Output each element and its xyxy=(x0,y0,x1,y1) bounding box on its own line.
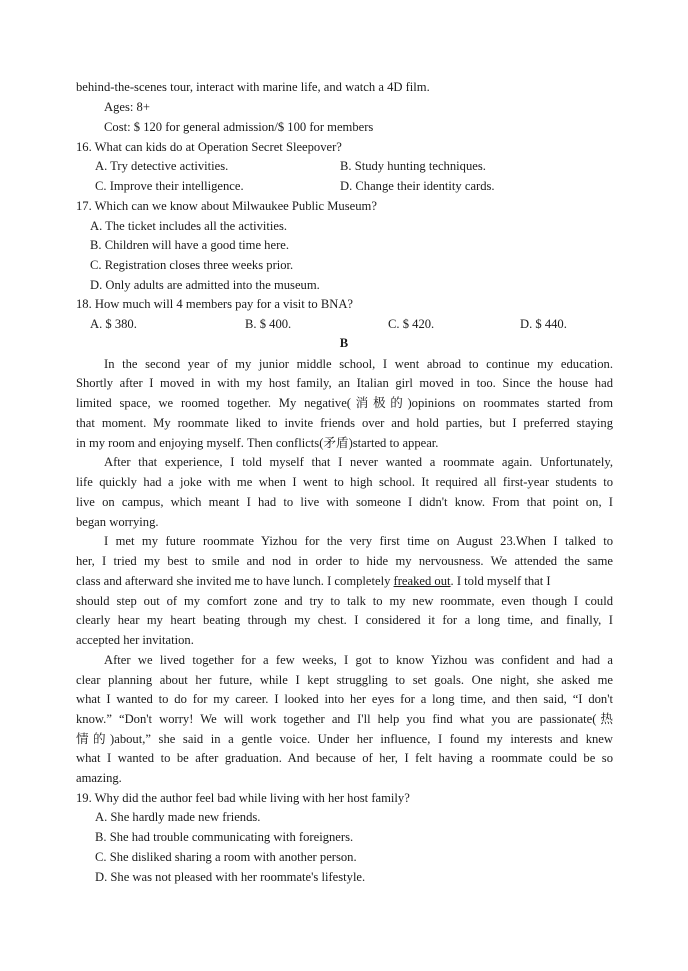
paragraph-4-line: amazing. xyxy=(76,771,122,785)
question-18-option-d: D. $ 440. xyxy=(520,317,567,331)
question-19-stem: 19. Why did the author feel bad while living with her host family? xyxy=(76,791,410,805)
question-19-option-c: C. She disliked sharing a room with another person. xyxy=(95,850,357,864)
paragraph-1-line: that moment. My roommate liked to invite friends over and hold parties, but I preferred staying xyxy=(76,416,613,430)
paragraph-3-line: clearly hear my heart beating through my chest. I considered it for a long time, and finally, I xyxy=(76,613,613,627)
paragraph-1-line: in my room and enjoying myself. Then conflicts(矛盾)started to appear. xyxy=(76,436,439,450)
paragraph-4-line: what I wanted to do for my career. I looked into her eyes for a long time, and then said, “I don't xyxy=(76,692,613,706)
question-17-option-a: A. The ticket includes all the activities. xyxy=(90,219,288,233)
question-17-option-c: C. Registration closes three weeks prior. xyxy=(90,258,294,272)
ages-line: Ages: 8+ xyxy=(104,100,150,114)
question-19-option-a: A. She hardly made new friends. xyxy=(95,810,261,824)
question-18-option-a: A. $ 380. xyxy=(90,317,137,331)
paragraph-4-line: After we lived together for a few weeks, I got to know Yizhou was confident and had a xyxy=(104,653,613,667)
question-16-option-c: C. Improve their intelligence. xyxy=(95,179,244,193)
question-18-stem: 18. How much will 4 members pay for a visit to BNA? xyxy=(76,297,354,311)
paragraph-1-line: limited space, we roomed together. My negative(消极的)opinions on roommates started from xyxy=(76,396,613,410)
question-16-option-a: A. Try detective activities. xyxy=(95,159,229,173)
question-18-option-c: C. $ 420. xyxy=(388,317,435,331)
question-19-option-d: D. She was not pleased with her roommate's lifestyle. xyxy=(95,870,366,884)
paragraph-3-line: should step out of my comfort zone and try to talk to my new roommate, even though I could xyxy=(76,594,613,608)
paragraph-2-line: After that experience, I told myself that I never wanted a roommate again. Unfortunately, xyxy=(104,455,613,469)
paragraph-4-line: what I wanted to be after graduation. And because of her, I felt having a roommate could be so xyxy=(76,751,613,765)
paragraph-3-line: her, I tried my best to smile and nod in order to hide my nervousness. We attended the same xyxy=(76,554,613,568)
question-16-option-d: D. Change their identity cards. xyxy=(340,179,495,193)
paragraph-3-line xyxy=(76,573,613,589)
question-16-stem: 16. What can kids do at Operation Secret Sleepover? xyxy=(76,140,342,154)
paragraph-2-line: life quickly had a joke with me when I went to high school. It required all first-year students to xyxy=(76,475,613,489)
paragraph-4-line: 情的)about,” she said in a gentle voice. Under her influence, I found my interests and knew xyxy=(76,732,613,746)
question-17-stem: 17. Which can we know about Milwaukee Public Museum? xyxy=(76,199,377,213)
question-17-option-b: B. Children will have a good time here. xyxy=(90,238,290,252)
question-19-option-b: B. She had trouble communicating with foreigners. xyxy=(95,830,354,844)
passage-a-tail-line: behind-the-scenes tour, interact with marine life, and watch a 4D film. xyxy=(76,80,430,94)
underlined-phrase: freaked out xyxy=(393,574,451,588)
question-16-option-b: B. Study hunting techniques. xyxy=(340,159,486,173)
paragraph-3-text: class and afterward she invited me to have lunch. I completely xyxy=(76,574,394,588)
question-17-option-d: D. Only adults are admitted into the museum. xyxy=(90,278,320,292)
paragraph-4-line: clear planning about her future, while I kept struggling to set goals. One night, she asked me xyxy=(76,673,613,687)
paragraph-3-line: accepted her invitation. xyxy=(76,633,194,647)
paragraph-4-line: know.” “Don't worry! We will work together and I'll help you find what you are passionate(热 xyxy=(76,712,613,726)
paragraph-3-text: . I told myself that I xyxy=(450,574,551,588)
cost-line: Cost: $ 120 for general admission/$ 100 for members xyxy=(104,120,374,134)
section-b-heading: B xyxy=(339,336,349,350)
paragraph-1-line: In the second year of my junior middle school, I went abroad to continue my education. xyxy=(104,357,613,371)
paragraph-2-line: began worrying. xyxy=(76,515,159,529)
question-18-option-b: B. $ 400. xyxy=(245,317,292,331)
paragraph-2-line: live on campus, which meant I had to live with someone I didn't know. From that point on, I xyxy=(76,495,613,509)
paragraph-3-line: I met my future roommate Yizhou for the very first time on August 23.When I talked to xyxy=(104,534,613,548)
paragraph-1-line: Shortly after I moved in with my host family, an Italian girl moved in too. Since the house had xyxy=(76,376,613,390)
